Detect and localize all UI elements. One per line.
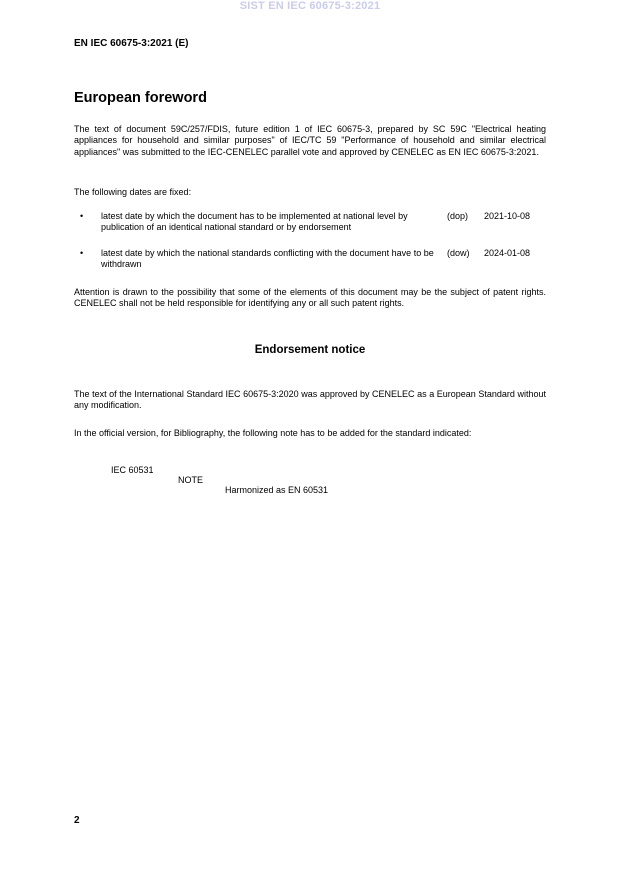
note-label: NOTE	[178, 475, 204, 485]
foreword-paragraph-1: The text of document 59C/257/FDIS, future edition 1 of IEC 60675-3, prepared by SC 59C "Electrical heating appliances for household and similar purposes" of IEC/TC 59 "Performance of household and similar electrical appliances" was submitted to the IEC-CENELEC parallel vote and approved by CENELEC as EN IEC 60675-3:2021.	[74, 124, 546, 157]
bibliography-note	[111, 455, 329, 495]
european-foreword-heading: European foreword	[74, 90, 207, 106]
endorsement-notice-heading: Endorsement notice	[254, 344, 366, 356]
foreword-paragraph-2: The following dates are fixed:	[74, 187, 192, 197]
watermark: SIST EN IEC 60675-3:2021	[239, 0, 381, 12]
bullet-icon: •	[80, 248, 84, 258]
date-description: latest date by which the document has to be implemented at national level by publication of an identical national standard or by endorsement	[101, 211, 408, 233]
foreword-paragraph-3: Attention is drawn to the possibility that some of the elements of this document may be the subject of patent rights. CENELEC shall not be held responsible for identifying any or all such patent rights.	[74, 287, 546, 309]
document-id-header: EN IEC 60675-3:2021 (E)	[74, 38, 189, 49]
date-code: (dop)	[447, 211, 469, 221]
date-value: 2024-01-08	[484, 248, 531, 258]
endorsement-paragraph-1: The text of the International Standard IEC 60675-3:2020 was approved by CENELEC as a European Standard without any modification.	[74, 389, 546, 411]
date-code: (dow)	[447, 248, 470, 258]
note-standard-ref: IEC 60531	[111, 465, 154, 475]
date-description: latest date by which the national standards conflicting with the document have to be withdrawn	[101, 248, 434, 270]
note-text: Harmonized as EN 60531	[225, 485, 329, 495]
page-number: 2	[74, 815, 80, 826]
bullet-icon: •	[80, 211, 84, 221]
date-value: 2021-10-08	[484, 211, 531, 221]
endorsement-paragraph-2: In the official version, for Bibliography, the following note has to be added for the standard indicated:	[74, 428, 472, 438]
